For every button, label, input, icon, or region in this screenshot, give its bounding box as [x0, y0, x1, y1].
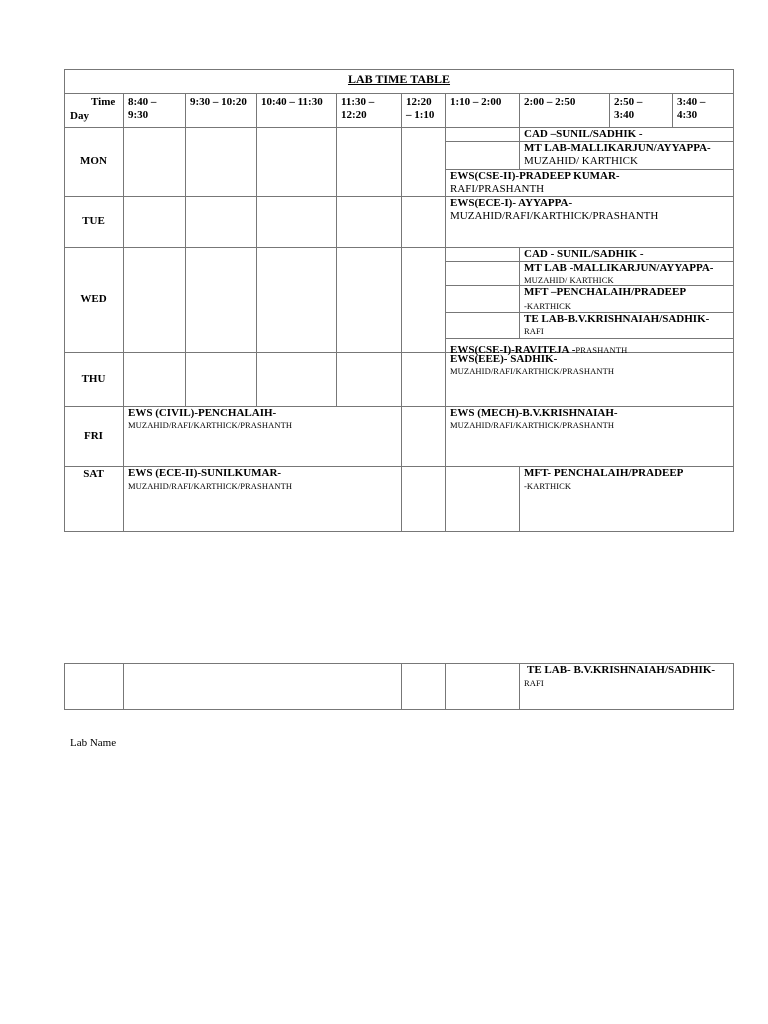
day-wed: WED: [80, 293, 107, 305]
slot-6-header: 1:10 – 2:00: [450, 96, 502, 108]
table-title: LAB TIME TABLE: [347, 72, 451, 86]
mon-cad-lab: CAD –SUNIL/SADHIK -: [524, 128, 643, 140]
slot-4-header: 11:30 – 12:20: [341, 96, 375, 122]
day-mon: MON: [80, 155, 107, 167]
wed-ews-cse1: EWS(CSE-I)-RAVITEJA -PRASHANTH: [450, 344, 628, 356]
day-fri: FRI: [84, 430, 103, 442]
slot-8-header: 2:50 – 3:40: [614, 96, 643, 122]
day-sat: SAT: [83, 468, 104, 480]
slot-2-header: 9:30 – 10:20: [190, 96, 247, 108]
slot-9-header: 3:40 – 4:30: [677, 96, 706, 122]
wed-cad-lab: CAD - SUNIL/SADHIK -: [524, 248, 644, 260]
slot-5-header: 12:20 – 1:10: [406, 96, 435, 122]
slot-7-header: 2:00 – 2:50: [524, 96, 576, 108]
lab-name-label: Lab Name: [70, 737, 117, 749]
header-day-label: Day: [70, 110, 89, 122]
slot-3-header: 10:40 – 11:30: [261, 96, 323, 108]
slot-1-header: 8:40 – 9:30: [128, 96, 157, 122]
day-thu: THU: [81, 373, 106, 385]
header-time-label: Time: [91, 96, 116, 108]
day-tue: TUE: [82, 215, 105, 227]
timetable-page: LAB TIME TABLE Time Day 8:40 – 9:30 9:30 – 10:20 10:40 – 11:30 11:30 – 12:20 12:20 – 1:10 1:10 – 2:00 2:00 – 2:50 2:50 – 3:40 3:40 – 4:30 MON TUE WED THU FRI SAT CAD –SUNIL/SADHIK - MT LAB-MALLIKARJUN/AYYAPPA- MUZAHID/ KARTHICK EWS(CSE-II)-PRADEEP KUMAR- RAFI/PRASHANTH EWS(ECE-I)- AYYAPPA- MUZAHID/RAFI/KARTHICK/PRASHANTH CAD - SUNIL/SADHIK - MT LAB -MALLIKARJUN/AYYAPPA- MUZAHID/ KARTHICK MFT –PENCHALAIH/PRADEEP -KARTHICK TE LAB-B.V.KRISHNAIAH/SADHIK- RAFI EWS(CSE-I)-RAVITEJA -PRASHANTH EWS(EEE)- SADHIK- MUZAHID/RAFI/KARTHICK/PRASHANTH EWS (CIVIL)-PENCHALAIH- MUZAHID/RAFI/KARTHICK/PRASHANTH EWS (MECH)-B.V.KRISHNAIAH- MUZAHID/RAFI/KARTHICK/PRASHANTH EWS (ECE-II)-SUNILKUMAR- MUZAHID/RAFI/KARTHICK/PRASHANTH MFT- PENCHALAIH/PRADEEP -KARTHICK TE LAB- B.V.KRISHNAIAH/SADHIK- RAFI Lab Name: [0, 0, 768, 1024]
